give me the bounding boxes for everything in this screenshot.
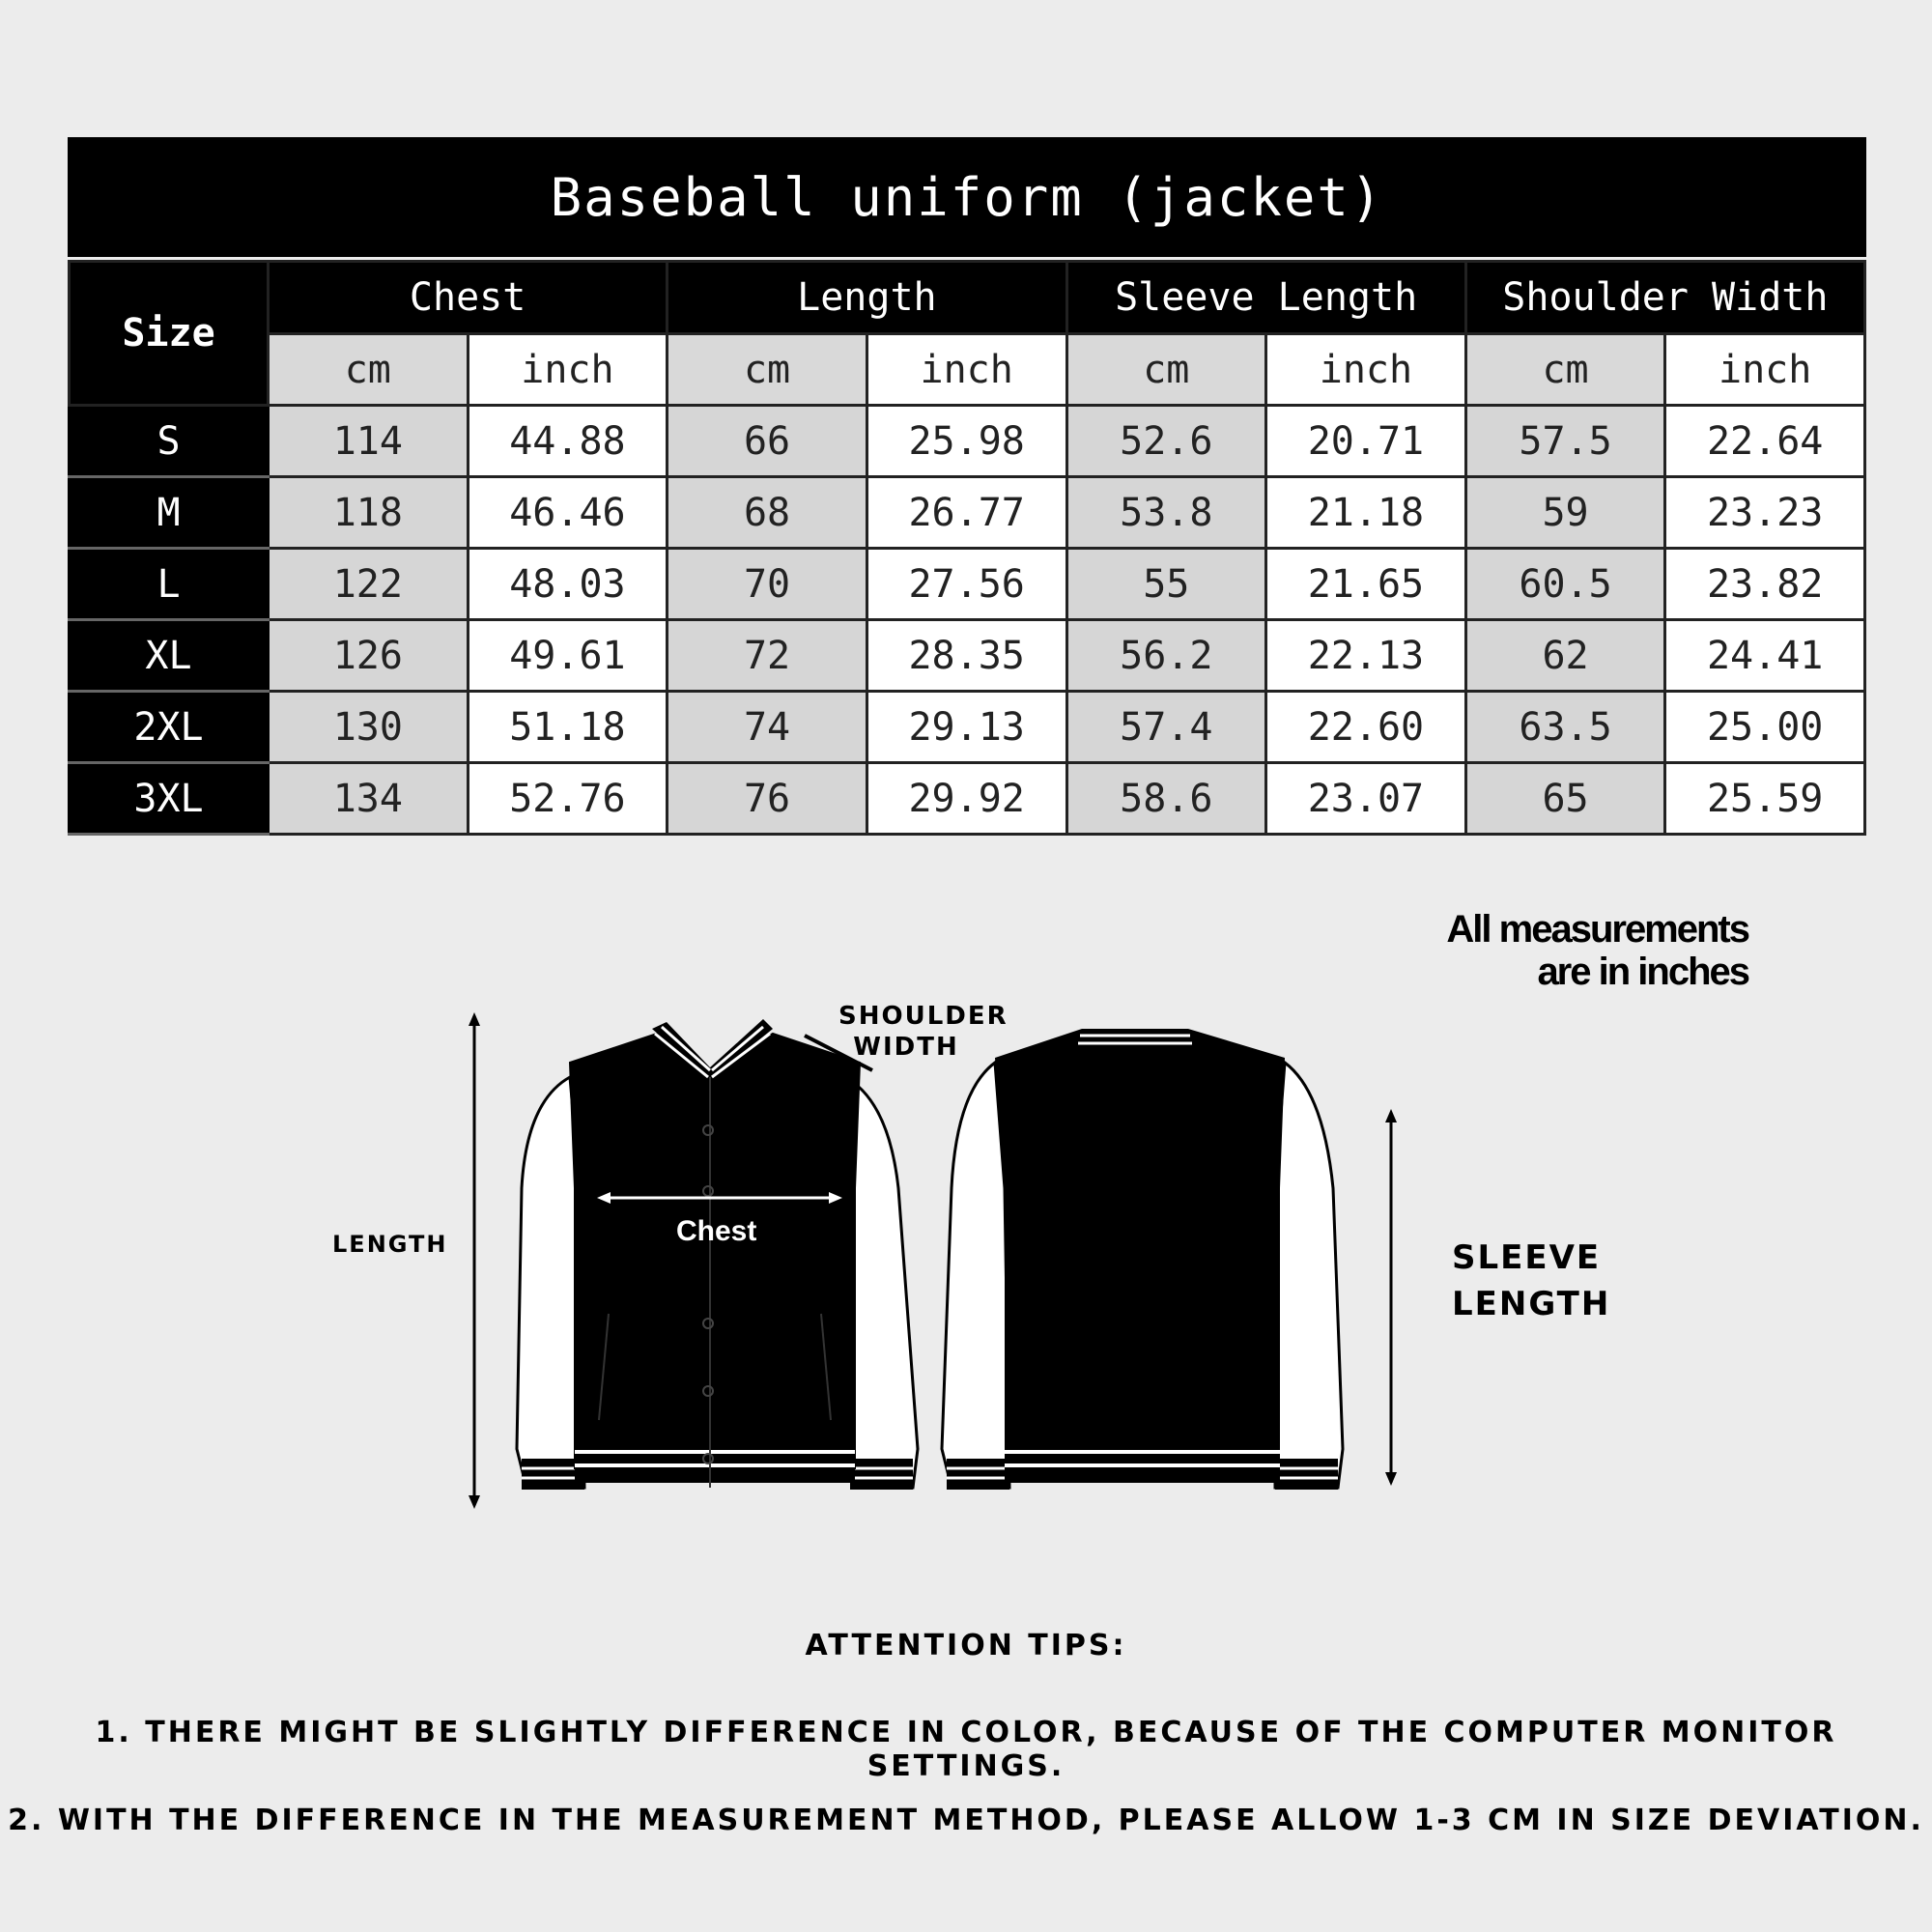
- measurement-note-line: All measurements: [1446, 908, 1748, 951]
- table-row: [70, 763, 1865, 835]
- size-cell: S: [70, 406, 269, 477]
- unit-header: cm: [668, 334, 867, 406]
- table-row: [70, 549, 1865, 620]
- table-cell: 62: [1465, 620, 1665, 692]
- table-cell: 44.88: [468, 406, 668, 477]
- table-cell: 60.5: [1465, 549, 1665, 620]
- size-header: Size: [70, 262, 269, 406]
- table-cell: 126: [269, 620, 469, 692]
- table-cell: 23.23: [1665, 477, 1865, 549]
- table-cell: 65: [1465, 763, 1665, 835]
- table-cell: 27.56: [867, 549, 1066, 620]
- table-cell: 72: [668, 620, 867, 692]
- unit-header: inch: [468, 334, 668, 406]
- table-cell: 25.59: [1665, 763, 1865, 835]
- group-header-sleeve-length: Sleeve Length: [1066, 262, 1465, 334]
- table-cell: 49.61: [468, 620, 668, 692]
- table-cell: 52.76: [468, 763, 668, 835]
- jacket-back-icon: [942, 1029, 1343, 1490]
- size-cell: 3XL: [70, 763, 269, 835]
- table-row: [70, 620, 1865, 692]
- unit-header: inch: [1266, 334, 1466, 406]
- group-header-length: Length: [668, 262, 1066, 334]
- chest-label: Chest: [676, 1215, 757, 1247]
- unit-header: cm: [1465, 334, 1665, 406]
- table-row: [70, 692, 1865, 763]
- unit-header: inch: [867, 334, 1066, 406]
- table-cell: 22.13: [1266, 620, 1466, 692]
- table-cell: 25.00: [1665, 692, 1865, 763]
- table-cell: 57.5: [1465, 406, 1665, 477]
- size-cell: 2XL: [70, 692, 269, 763]
- table-cell: 53.8: [1066, 477, 1266, 549]
- shoulder-width-label-line: WIDTH: [853, 1033, 959, 1062]
- table-cell: 134: [269, 763, 469, 835]
- tips-heading: ATTENTION TIPS:: [805, 1629, 1127, 1662]
- table-cell: 28.35: [867, 620, 1066, 692]
- sleeve-length-label-line: LENGTH: [1452, 1285, 1611, 1323]
- table-cell: 59: [1465, 477, 1665, 549]
- table-cell: 25.98: [867, 406, 1066, 477]
- table-cell: 22.64: [1665, 406, 1865, 477]
- table-cell: 29.92: [867, 763, 1066, 835]
- shoulder-width-label: [838, 1001, 1009, 1063]
- table-cell: 23.07: [1266, 763, 1466, 835]
- table-cell: 21.18: [1266, 477, 1466, 549]
- table-cell: 52.6: [1066, 406, 1266, 477]
- table-cell: 51.18: [468, 692, 668, 763]
- table-cell: 22.60: [1266, 692, 1466, 763]
- table-cell: 114: [269, 406, 469, 477]
- jacket-front-icon: [517, 1019, 918, 1490]
- table-cell: 55: [1066, 549, 1266, 620]
- chart-title: Baseball uniform (jacket): [68, 137, 1866, 257]
- group-header-shoulder-width: Shoulder Width: [1465, 262, 1864, 334]
- sleeve-length-arrow: [1385, 1109, 1397, 1486]
- length-label: LENGTH: [332, 1231, 448, 1258]
- tip-line-2: 2. WITH THE DIFFERENCE IN THE MEASUREMENT METHOD, PLEASE ALLOW 1-3 CM IN SIZE DEVIATION.: [8, 1804, 1924, 1837]
- jacket-diagram: [0, 869, 1932, 1546]
- tip-line-1: 1. THERE MIGHT BE SLIGHTLY DIFFERENCE IN COLOR, BECAUSE OF THE COMPUTER MONITOR SETTINGS.: [95, 1716, 1837, 1783]
- table-cell: 57.4: [1066, 692, 1266, 763]
- group-header-row: [70, 262, 1865, 334]
- table-cell: 118: [269, 477, 469, 549]
- group-header-chest: Chest: [269, 262, 668, 334]
- table-cell: 21.65: [1266, 549, 1466, 620]
- unit-header: cm: [269, 334, 469, 406]
- jacket-illustration: [0, 869, 1932, 1546]
- table-cell: 48.03: [468, 549, 668, 620]
- size-table: [68, 260, 1866, 836]
- table-row: [70, 406, 1865, 477]
- sleeve-length-label-line: SLEEVE: [1452, 1238, 1602, 1277]
- sleeve-length-label: [1452, 1235, 1610, 1327]
- size-cell: XL: [70, 620, 269, 692]
- size-cell: L: [70, 549, 269, 620]
- table-cell: 68: [668, 477, 867, 549]
- size-chart: [68, 137, 1866, 836]
- unit-header-row: [70, 334, 1865, 406]
- table-cell: 74: [668, 692, 867, 763]
- table-cell: 29.13: [867, 692, 1066, 763]
- table-cell: 24.41: [1665, 620, 1865, 692]
- table-cell: 56.2: [1066, 620, 1266, 692]
- table-row: [70, 477, 1865, 549]
- table-cell: 26.77: [867, 477, 1066, 549]
- measurement-note-line: are in inches: [1537, 951, 1748, 993]
- table-cell: 130: [269, 692, 469, 763]
- table-cell: 66: [668, 406, 867, 477]
- length-arrow: [469, 1012, 480, 1509]
- table-cell: 122: [269, 549, 469, 620]
- table-cell: 23.82: [1665, 549, 1865, 620]
- table-cell: 63.5: [1465, 692, 1665, 763]
- unit-header: inch: [1665, 334, 1865, 406]
- unit-header: cm: [1066, 334, 1266, 406]
- table-cell: 70: [668, 549, 867, 620]
- table-cell: 46.46: [468, 477, 668, 549]
- table-cell: 58.6: [1066, 763, 1266, 835]
- shoulder-width-label-line: SHOULDER: [838, 1002, 1009, 1031]
- size-cell: M: [70, 477, 269, 549]
- table-cell: 20.71: [1266, 406, 1466, 477]
- table-cell: 76: [668, 763, 867, 835]
